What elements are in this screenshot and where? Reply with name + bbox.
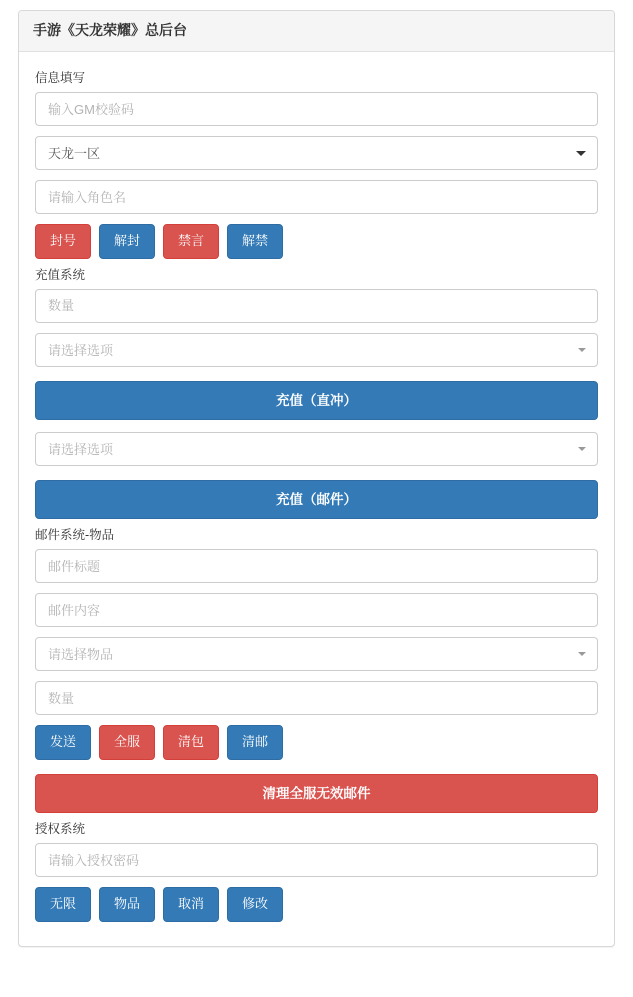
page-title: 手游《天龙荣耀》总后台: [33, 22, 187, 38]
recharge-direct-select-value: 请选择选项: [35, 333, 598, 367]
clear-bag-button[interactable]: 清包: [163, 725, 219, 759]
mail-send-all-servers-button[interactable]: 全服: [99, 725, 155, 759]
chevron-down-icon: [576, 151, 586, 156]
unmute-button[interactable]: 解禁: [227, 224, 283, 258]
recharge-direct-select[interactable]: [35, 333, 598, 367]
auth-password-input[interactable]: [35, 843, 598, 877]
mail-send-button[interactable]: 发送: [35, 725, 91, 759]
recharge-mail-button[interactable]: 充值（邮件）: [35, 480, 598, 519]
auth-unlimited-button[interactable]: 无限: [35, 887, 91, 921]
recharge-mail-select[interactable]: [35, 432, 598, 466]
auth-modify-button[interactable]: 修改: [227, 887, 283, 921]
server-select-value: 天龙一区: [35, 136, 598, 170]
server-select[interactable]: [35, 136, 598, 170]
ban-account-button[interactable]: 封号: [35, 224, 91, 258]
panel-header: [19, 11, 614, 52]
mail-content-input[interactable]: [35, 593, 598, 627]
mail-title-input[interactable]: [35, 549, 598, 583]
mail-item-select-value: 请选择物品: [35, 637, 598, 671]
mail-button-row: [35, 725, 598, 759]
section-label-info: 信息填写: [35, 70, 86, 85]
chevron-down-icon: [578, 652, 586, 656]
clear-mail-button[interactable]: 清邮: [227, 725, 283, 759]
gm-code-input[interactable]: [35, 92, 598, 126]
admin-panel: [18, 10, 615, 947]
mail-item-count-input[interactable]: [35, 681, 598, 715]
info-button-row: [35, 224, 598, 258]
chevron-down-icon: [578, 447, 586, 451]
chevron-down-icon: [578, 348, 586, 352]
role-name-input[interactable]: [35, 180, 598, 214]
recharge-amount-input[interactable]: [35, 289, 598, 323]
auth-cancel-button[interactable]: 取消: [163, 887, 219, 921]
recharge-direct-button[interactable]: 充值（直冲）: [35, 381, 598, 420]
mail-item-select[interactable]: [35, 637, 598, 671]
unban-account-button[interactable]: 解封: [99, 224, 155, 258]
section-label-auth: 授权系统: [35, 821, 86, 836]
auth-button-row: [35, 887, 598, 921]
mute-button[interactable]: 禁言: [163, 224, 219, 258]
auth-item-button[interactable]: 物品: [99, 887, 155, 921]
section-label-recharge: 充值系统: [35, 267, 86, 282]
panel-body: [19, 52, 614, 946]
section-label-mail: 邮件系统-物品: [35, 528, 115, 543]
recharge-mail-select-value: 请选择选项: [35, 432, 598, 466]
clear-invalid-mail-all-servers-button[interactable]: 清理全服无效邮件: [35, 774, 598, 813]
